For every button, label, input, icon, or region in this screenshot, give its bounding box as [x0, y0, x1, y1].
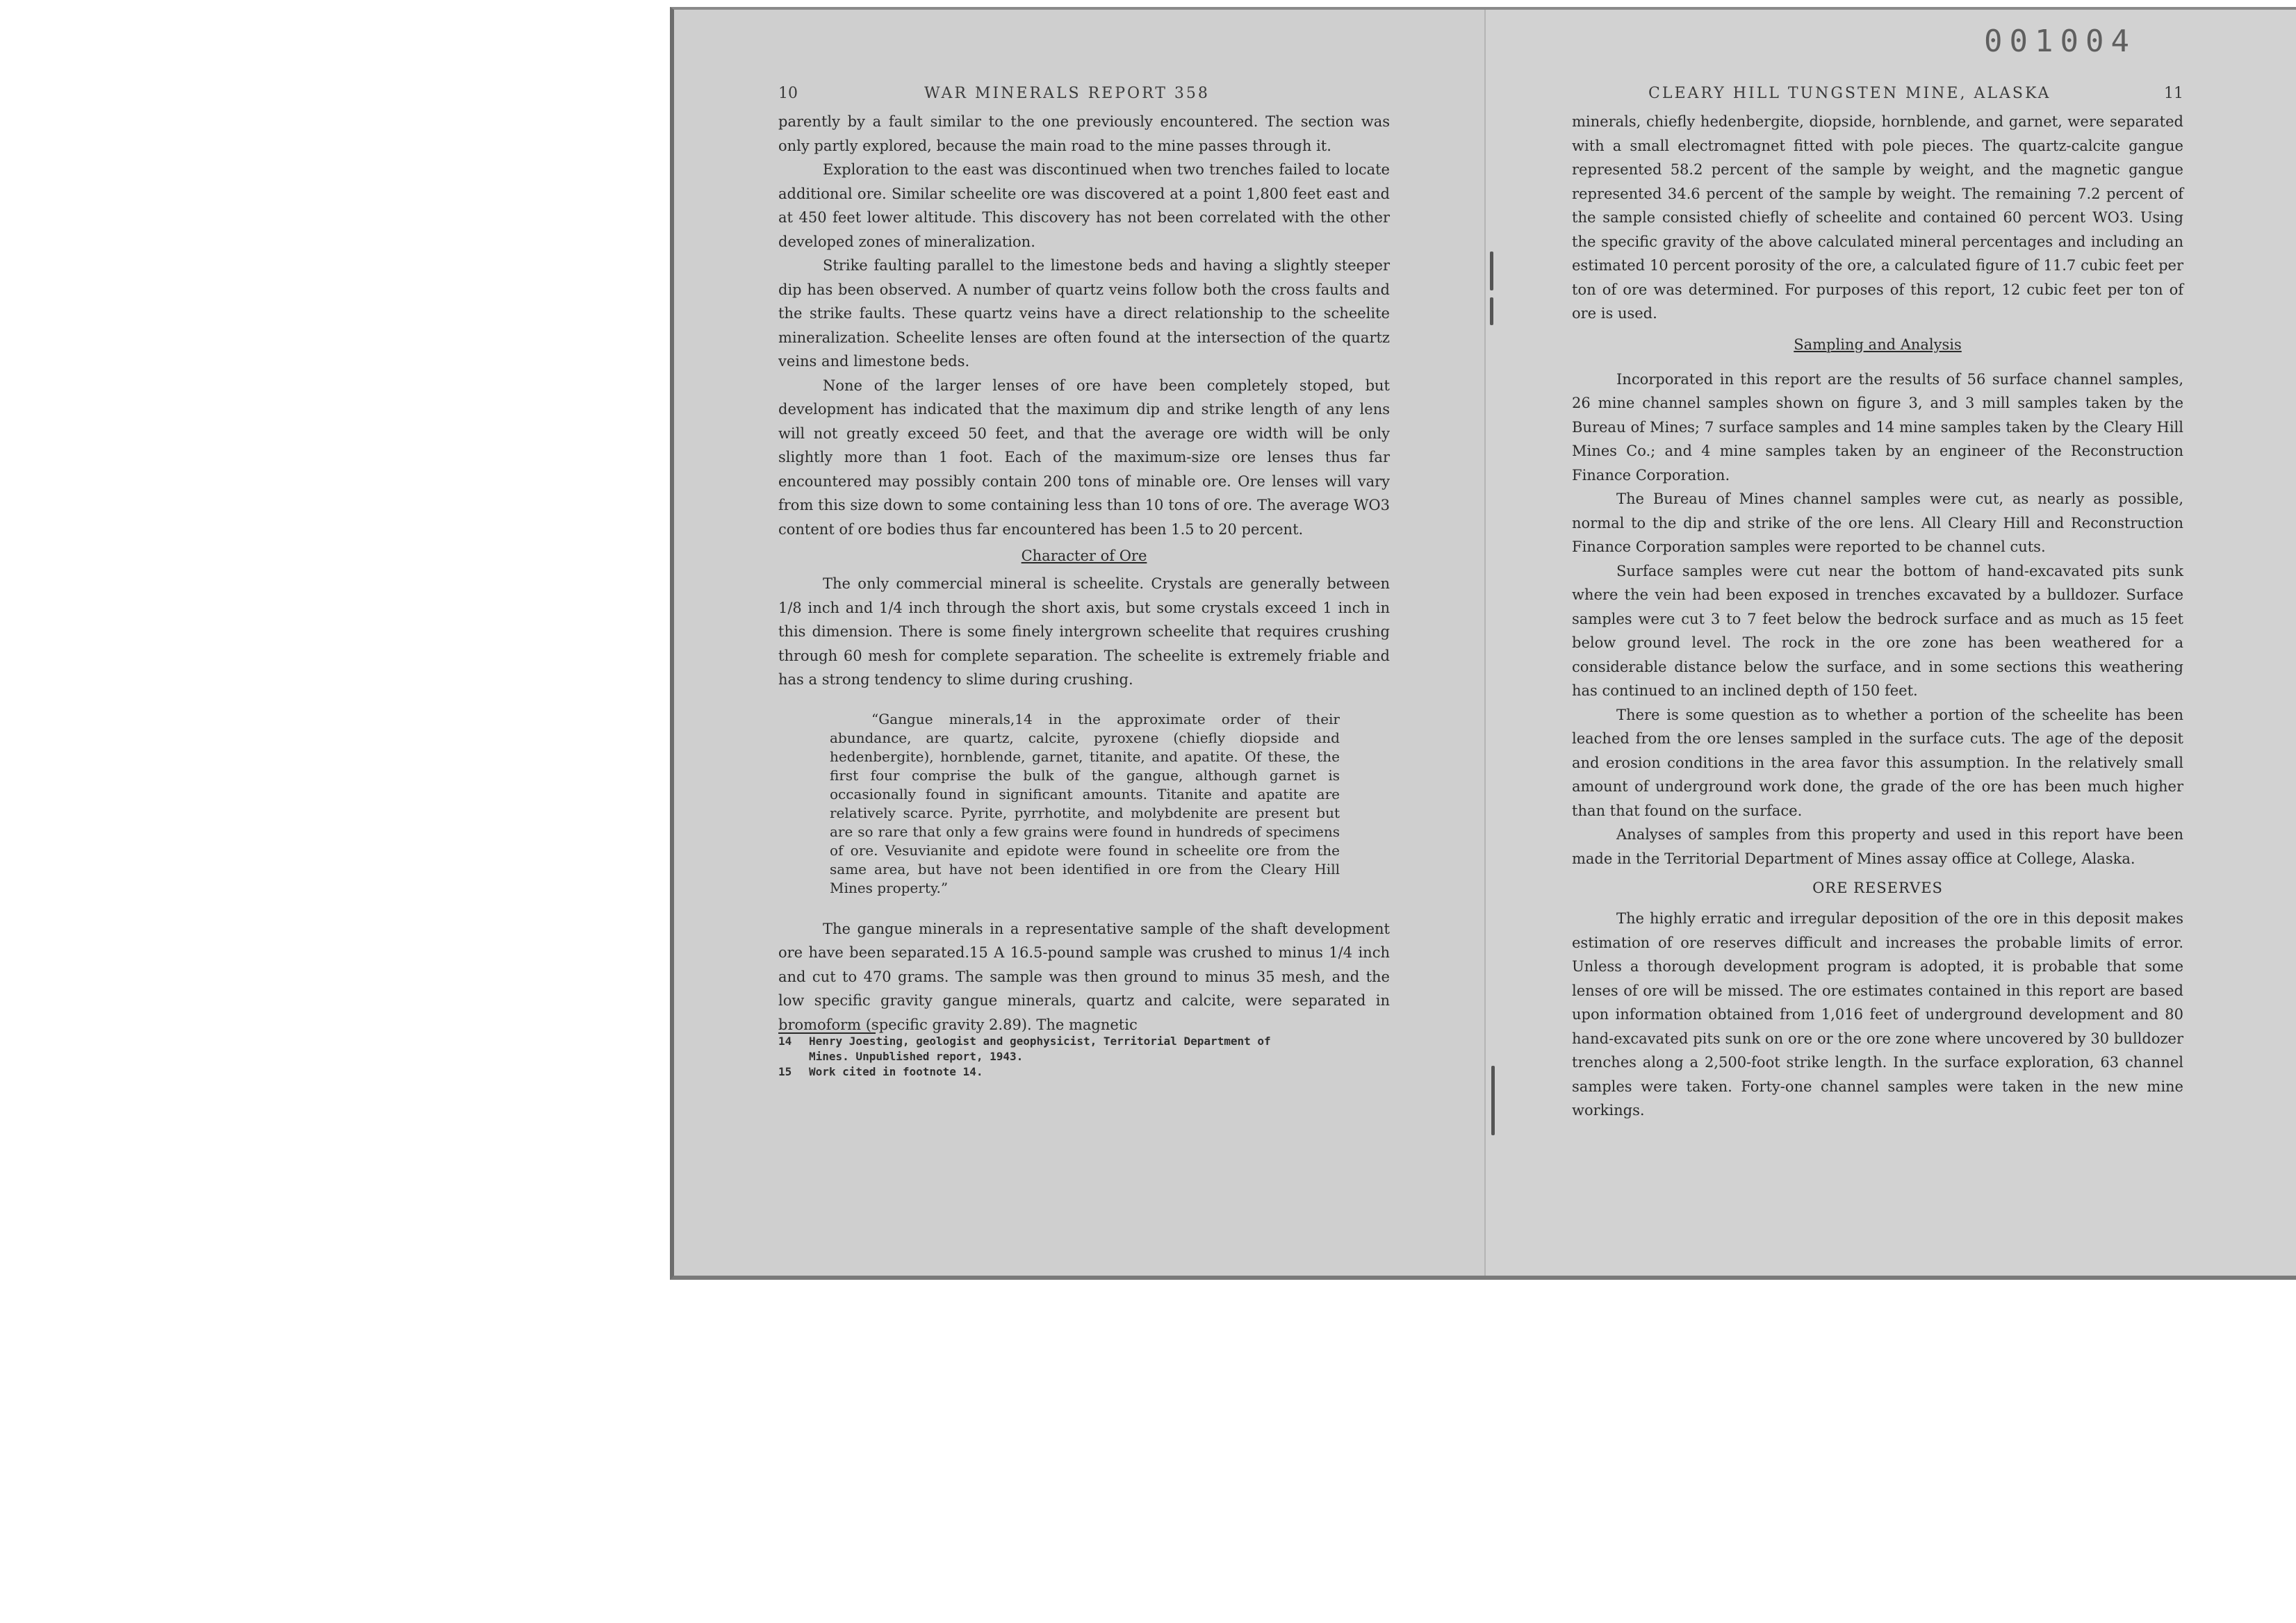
paragraph: parently by a fault similar to the one previously encountered. The section was only partly explored, because the main road to the mine passes through it. — [778, 113, 1390, 154]
page-number: 10 — [778, 85, 798, 102]
paragraph: Surface samples were cut near the bottom of hand-excavated pits sunk where the vein had been exposed in trenches excavated by a bulldozer. Surface samples were cut 3 to 7 feet below the bedrock surface and as much as 15 feet below ground level. The rock in the ore zone has been weathered for a considerable distance below the surface, and in some sections this weathering has continued to an inclined depth of 150 feet. — [1572, 562, 2183, 699]
running-title: CLEARY HILL TUNGSTEN MINE, ALASKA — [1648, 85, 2051, 102]
binding-clip-mark — [1490, 252, 1493, 290]
paragraph: Analyses of samples from this property and used in this report have been made in the Territorial Department of Mines assay office at College, Alaska. — [1572, 826, 2183, 867]
left-page — [778, 85, 1390, 1080]
paragraph: Exploration to the east was discontinued when two trenches failed to locate additional ore. Similar scheelite ore was discovered at a point 1,800 feet east and at 450 feet lower altitude. This discovery has not been correlated with the other developed zones of mineralization. — [778, 161, 1390, 250]
footnote — [778, 1064, 1390, 1080]
right-page — [1572, 85, 2183, 1123]
footnote-text: Work cited in footnote 14. — [809, 1065, 983, 1078]
footnote-number: 15 — [778, 1065, 792, 1078]
page-number: 11 — [2164, 85, 2183, 102]
footnote-text: Henry Joesting, geologist and geophysicist, Territorial Department of — [809, 1035, 1271, 1048]
book-spread — [670, 7, 2296, 1280]
right-running-head — [1572, 85, 2183, 110]
section-heading: Character of Ore — [1021, 547, 1147, 564]
paragraph: minerals, chiefly hedenbergite, diopside, hornblende, and garnet, were separated with a small electromagnet fitted with pole pieces. The quartz-calcite gangue represented 58.2 percent of the sample by weight, and the magnetic gangue represented 34.6 percent of the sample by weight. The remaining 7.2 percent of the sample consisted chiefly of scheelite and contained 60 percent WO3. Using the specific gravity of the above calculated mineral percentages and including an estimated 10 percent porosity of the ore, a calculated figure of 11.7 cubic feet per ton of ore was determined. For purposes of this report, 12 cubic feet per ton of ore is used. — [1572, 113, 2183, 322]
section-heading: Sampling and Analysis — [1794, 336, 1962, 353]
footnote-number: 14 — [778, 1035, 792, 1048]
paragraph: None of the larger lenses of ore have been completely stoped, but development has indicated that the maximum dip and strike length of any lens will not greatly exceed 50 feet, and that the average ore width will be only slightly more than 1 foot. Each of the maximum-size ore lenses thus far encountered may possibly contain 200 tons of minable ore. Ore lenses will vary from this size down to some containing less than 10 tons of ore. The average WO3 content of ore bodies thus far encountered has been 1.5 to 20 percent. — [778, 377, 1390, 538]
paragraph: There is some question as to whether a portion of the scheelite has been leached from the ore lenses sampled in the surface cuts. The age of the deposit and erosion conditions in the area favor this assumption. In the relatively small amount of underground work done, the grade of the ore has been much higher than that found on the surface. — [1572, 706, 2183, 819]
left-running-head — [778, 85, 1390, 110]
block-quote: “Gangue minerals,14 in the approximate order of their abundance, are quartz, calcite, pyroxene (chiefly diopside and hedenbergite), hornblende, garnet, titanite, and apatite. Of these, the first four comprise the bulk of the gangue, although garnet is occasionally found in significant amounts. Titanite and apatite are relatively scarce. Pyrite, pyrrhotite, and molybdenite are present but are so rare that only a few grains were found in hundreds of specimens of ore. Vesuvianite and epidote were found in scheelite ore from the same area, but have not been identified in ore from the Cleary Hill Mines property.” — [830, 710, 1340, 896]
running-title: WAR MINERALS REPORT 358 — [924, 85, 1210, 102]
section-heading: ORE RESERVES — [1812, 880, 1943, 896]
paragraph: The Bureau of Mines channel samples were cut, as nearly as possible, normal to the dip and strike of the ore lens. All Cleary Hill and Reconstruction Finance Corporation samples were reported to be channel cuts. — [1572, 491, 2183, 555]
paragraph: The gangue minerals in a representative sample of the shaft development ore have been separated.15 A 16.5-pound sample was crushed to minus 1/4 inch and cut to 470 grams. The sample was then ground to minus 35 mesh, and the low specific gravity gangue minerals, quartz and calcite, were separated in bromoform (specific gravity 2.89). The magnetic — [778, 920, 1390, 1033]
footnote — [778, 1034, 1390, 1049]
paragraph: Strike faulting parallel to the limestone beds and having a slightly steeper dip has been observed. A number of quartz veins follow both the cross faults and the strike faults. These quartz veins have a direct relationship to the scheelite mineralization. Scheelite lenses are often found at the intersection of the quartz veins and limestone beds. — [778, 257, 1390, 370]
archive-stamp-number: 001004 — [1984, 24, 2136, 59]
binding-clip-mark — [1491, 1066, 1495, 1135]
paragraph: Incorporated in this report are the results of 56 surface channel samples, 26 mine channel samples shown on figure 3, and 3 mill samples taken by the Bureau of Mines; 7 surface samples and 14 mine samples taken by the Cleary Hill Mines Co.; and 4 mine samples taken by an engineer of the Reconstruction Finance Corporation. — [1572, 370, 2183, 484]
binding-clip-mark — [1490, 297, 1493, 325]
paragraph: The only commercial mineral is scheelite. Crystals are generally between 1/8 inch and 1/4 inch through the short axis, but some crystals exceed 1 inch in this dimension. There is some finely intergrown scheelite that requires crushing through 60 mesh for complete separation. The scheelite is extremely friable and has a strong tendency to slime during crushing. — [778, 575, 1390, 688]
paragraph: The highly erratic and irregular deposition of the ore in this deposit makes estimation of ore reserves difficult and increases the probable limits of error. Unless a thorough development program is adopted, it is probable that some lenses of ore will be missed. The ore estimates contained in this report are based upon information obtained from 1,016 feet of underground development and 80 hand-excavated pits sunk on ore or the ore zone where uncovered by 30 bulldozer trenches along a 2,500-foot strike length. In the surface exploration, 63 channel samples were taken. Forty-one channel samples were taken in the new mine workings. — [1572, 910, 2183, 1119]
page-gutter — [1484, 10, 1486, 1276]
footnote-continuation: Mines. Unpublished report, 1943. — [809, 1050, 1024, 1063]
